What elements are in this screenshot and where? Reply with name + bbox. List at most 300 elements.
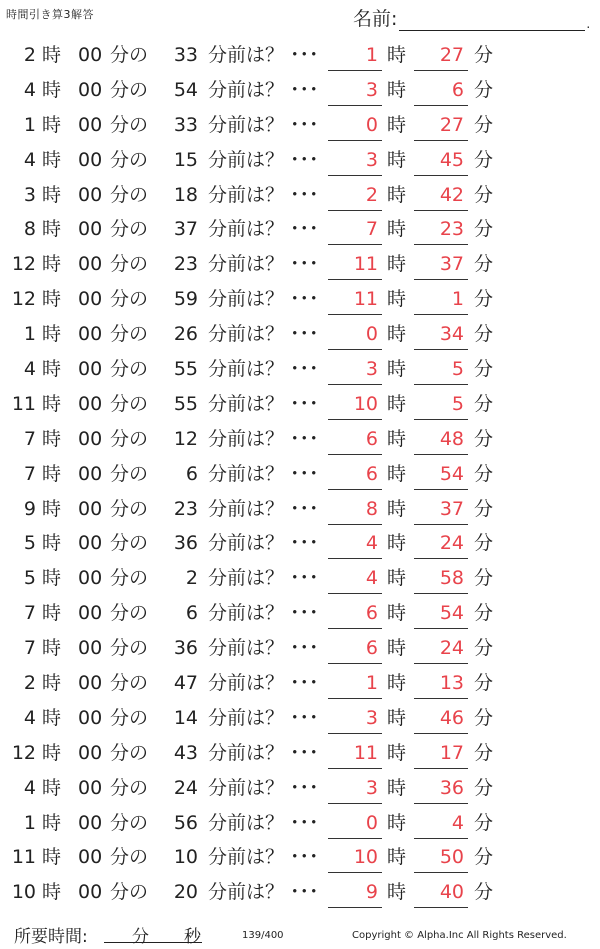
- start-hour: 2: [23, 44, 36, 66]
- no-particle: の: [129, 218, 149, 241]
- answer-hour-unit: 時: [387, 637, 407, 660]
- answer-hour-unit: 時: [387, 288, 407, 311]
- answer-minute-unit: 分: [474, 741, 494, 764]
- answer-hour: 3: [365, 358, 378, 381]
- hour-unit-label: 時: [42, 113, 62, 136]
- start-hour: 3: [23, 183, 36, 206]
- answer-minute-line: [414, 628, 468, 629]
- question-text: 分前は？ ･･･: [208, 846, 319, 869]
- subtract-minutes: 10: [173, 846, 198, 869]
- answer-minute-line: [414, 279, 468, 280]
- answer-hour: 1: [365, 44, 378, 66]
- hour-unit-label: 時: [42, 672, 62, 695]
- minute-no-label: [110, 392, 148, 416]
- start-hour: 11: [11, 846, 36, 869]
- answer-minute: 27: [439, 113, 464, 136]
- no-particle: の: [129, 672, 149, 695]
- answer-hour: 2: [365, 183, 378, 206]
- answer-hour-line: [328, 244, 382, 245]
- no-particle: の: [129, 392, 149, 415]
- answer-minute-line: [414, 733, 468, 734]
- answer-minute-line: [414, 698, 468, 699]
- answer-hour: 3: [365, 148, 378, 171]
- answer-hour-line: [328, 872, 382, 873]
- hour-unit-label: 時: [42, 288, 62, 311]
- problem-row: [0, 806, 600, 841]
- answer-hour-unit: 時: [387, 811, 407, 834]
- answer-minute-unit: 分: [474, 183, 494, 206]
- question-text: 分前は？ ･･･: [208, 183, 319, 206]
- answer-hour-unit: 時: [387, 253, 407, 276]
- answer-hour-unit: 時: [387, 497, 407, 520]
- answer-minute-line: [414, 663, 468, 664]
- answer-hour: 3: [365, 78, 378, 101]
- minute-no-label: [110, 776, 148, 800]
- hour-unit-label: 時: [42, 392, 62, 415]
- subtract-minutes: 33: [173, 44, 198, 66]
- answer-minute: 37: [439, 497, 464, 520]
- answer-minute: 45: [439, 148, 464, 171]
- question-text: 分前は？ ･･･: [208, 811, 319, 834]
- question-text: 分前は？ ･･･: [208, 288, 319, 311]
- subtract-minutes: 54: [173, 78, 198, 101]
- question-text: 分前は？ ･･･: [208, 323, 319, 346]
- start-minute: 00: [78, 288, 103, 311]
- no-particle: の: [129, 881, 149, 904]
- start-hour: 11: [11, 392, 36, 415]
- answer-hour-unit: 時: [387, 532, 407, 555]
- answer-hour-line: [328, 140, 382, 141]
- answer-hour-unit: 時: [387, 881, 407, 904]
- no-particle: の: [129, 811, 149, 834]
- question-text: 分前は？ ･･･: [208, 358, 319, 381]
- answer-hour-line: [328, 279, 382, 280]
- start-minute: 00: [78, 148, 103, 171]
- hour-unit-label: 時: [42, 218, 62, 241]
- answer-hour: 11: [353, 741, 378, 764]
- answer-hour-unit: 時: [387, 462, 407, 485]
- start-minute: 00: [78, 846, 103, 869]
- answer-minute-unit: 分: [474, 672, 494, 695]
- minute-no-label: [110, 217, 148, 241]
- minute-no-label: [110, 43, 148, 67]
- no-particle: の: [129, 427, 149, 450]
- answer-hour-line: [328, 105, 382, 106]
- question-text: 分前は？ ･･･: [208, 462, 319, 485]
- answer-minute: 48: [439, 427, 464, 450]
- problem-row: [0, 422, 600, 457]
- start-hour: 7: [23, 602, 36, 625]
- no-particle: の: [129, 706, 149, 729]
- answer-hour-line: [328, 698, 382, 699]
- hour-unit-label: 時: [42, 323, 62, 346]
- answer-hour: 0: [365, 113, 378, 136]
- minute-unit: 分: [110, 218, 130, 241]
- question-text: 分前は？ ･･･: [208, 602, 319, 625]
- question-text: 分前は？ ･･･: [208, 427, 319, 450]
- problem-row: [0, 178, 600, 213]
- no-particle: の: [129, 846, 149, 869]
- answer-minute-unit: 分: [474, 706, 494, 729]
- answer-minute: 6: [451, 78, 464, 101]
- minute-no-label: [110, 252, 148, 276]
- name-field: [353, 4, 590, 31]
- minute-unit: 分: [110, 567, 130, 590]
- start-minute: 00: [78, 427, 103, 450]
- minute-unit: 分: [110, 776, 130, 799]
- problem-row: [0, 492, 600, 527]
- start-hour: 4: [23, 776, 36, 799]
- hour-unit-label: 時: [42, 637, 62, 660]
- no-particle: の: [129, 637, 149, 660]
- answer-hour-line: [328, 454, 382, 455]
- answer-minute: 54: [439, 462, 464, 485]
- answer-minute-line: [414, 838, 468, 839]
- minute-unit: 分: [110, 183, 130, 206]
- minute-unit: 分: [110, 741, 130, 764]
- subtract-minutes: 12: [173, 427, 198, 450]
- answer-minute-line: [414, 384, 468, 385]
- minute-unit: 分: [110, 78, 130, 101]
- start-hour: 1: [23, 811, 36, 834]
- minute-unit: 分: [110, 44, 130, 66]
- answer-hour-unit: 時: [387, 113, 407, 136]
- problem-row: [0, 701, 600, 736]
- start-minute: 00: [78, 358, 103, 381]
- minute-no-label: [110, 880, 148, 904]
- answer-minute: 36: [439, 776, 464, 799]
- answer-minute: 13: [439, 672, 464, 695]
- answer-hour-unit: 時: [387, 427, 407, 450]
- question-text: 分前は？ ･･･: [208, 113, 319, 136]
- answer-minute: 24: [439, 532, 464, 555]
- answer-hour-unit: 時: [387, 358, 407, 381]
- question-text: 分前は？ ･･･: [208, 881, 319, 904]
- minute-unit: 分: [110, 148, 130, 171]
- answer-hour-line: [328, 349, 382, 350]
- problem-row: [0, 108, 600, 143]
- problem-row: [0, 526, 600, 561]
- answer-minute-line: [414, 105, 468, 106]
- minute-unit: 分: [110, 637, 130, 660]
- problem-row: [0, 631, 600, 666]
- subtract-minutes: 15: [173, 148, 198, 171]
- hour-unit-label: 時: [42, 741, 62, 764]
- start-minute: 00: [78, 78, 103, 101]
- question-text: 分前は？ ･･･: [208, 218, 319, 241]
- problem-row: [0, 561, 600, 596]
- minute-no-label: [110, 636, 148, 660]
- name-blank-line[interactable]: [399, 10, 585, 31]
- minute-unit: 分: [110, 602, 130, 625]
- time-required-label: 所要時間:: [14, 927, 88, 947]
- problem-row: [0, 247, 600, 282]
- answer-minute-unit: 分: [474, 392, 494, 415]
- answer-minute-unit: 分: [474, 462, 494, 485]
- no-particle: の: [129, 183, 149, 206]
- start-hour: 12: [11, 741, 36, 764]
- minute-unit: 分: [110, 532, 130, 555]
- minute-unit: 分: [110, 672, 130, 695]
- hour-unit-label: 時: [42, 462, 62, 485]
- answer-minute: 54: [439, 602, 464, 625]
- start-hour: 4: [23, 358, 36, 381]
- answer-minute: 50: [439, 846, 464, 869]
- hour-unit-label: 時: [42, 427, 62, 450]
- answer-hour: 3: [365, 706, 378, 729]
- minute-no-label: [110, 706, 148, 730]
- answer-minute-line: [414, 314, 468, 315]
- question-text: 分前は？ ･･･: [208, 706, 319, 729]
- answer-hour: 6: [365, 462, 378, 485]
- answer-hour-line: [328, 628, 382, 629]
- minute-no-label: [110, 531, 148, 555]
- hour-unit-label: 時: [42, 706, 62, 729]
- answer-minute-line: [414, 489, 468, 490]
- minute-unit: 分: [110, 323, 130, 346]
- answer-minute-line: [414, 244, 468, 245]
- answer-minute-unit: 分: [474, 288, 494, 311]
- no-particle: の: [129, 148, 149, 171]
- answer-hour-line: [328, 803, 382, 804]
- minute-no-label: [110, 566, 148, 590]
- subtract-minutes: 37: [173, 218, 198, 241]
- subtract-minutes: 18: [173, 183, 198, 206]
- answer-minute: 27: [439, 44, 464, 66]
- no-particle: の: [129, 288, 149, 311]
- minute-no-label: [110, 148, 148, 172]
- question-text: 分前は？ ･･･: [208, 741, 319, 764]
- no-particle: の: [129, 532, 149, 555]
- answer-hour-line: [328, 175, 382, 176]
- minute-unit: 分: [110, 113, 130, 136]
- subtract-minutes: 26: [173, 323, 198, 346]
- answer-hour-unit: 時: [387, 78, 407, 101]
- start-minute: 00: [78, 462, 103, 485]
- subtract-minutes: 36: [173, 637, 198, 660]
- start-minute: 00: [78, 183, 103, 206]
- minute-no-label: [110, 357, 148, 381]
- minute-unit: 分: [110, 427, 130, 450]
- start-minute: 00: [78, 323, 103, 346]
- minute-no-label: [110, 811, 148, 835]
- start-hour: 7: [23, 462, 36, 485]
- start-hour: 12: [11, 253, 36, 276]
- start-hour: 1: [23, 323, 36, 346]
- minute-no-label: [110, 741, 148, 765]
- problem-row: [0, 73, 600, 108]
- answer-hour: 6: [365, 637, 378, 660]
- answer-hour: 0: [365, 323, 378, 346]
- start-hour: 12: [11, 288, 36, 311]
- copyright-text: Copyright © Alpha.Inc All Rights Reserved.: [352, 930, 567, 941]
- start-hour: 4: [23, 148, 36, 171]
- answer-minute-unit: 分: [474, 811, 494, 834]
- answer-hour-line: [328, 838, 382, 839]
- answer-hour-line: [328, 558, 382, 559]
- question-text: 分前は？ ･･･: [208, 78, 319, 101]
- answer-minute-unit: 分: [474, 358, 494, 381]
- answer-minute: 1: [451, 288, 464, 311]
- hour-unit-label: 時: [42, 44, 62, 66]
- subtract-minutes: 6: [185, 462, 198, 485]
- hour-unit-label: 時: [42, 148, 62, 171]
- no-particle: の: [129, 462, 149, 485]
- minute-no-label: [110, 287, 148, 311]
- start-minute: 00: [78, 497, 103, 520]
- minute-unit: 分: [110, 288, 130, 311]
- minute-unit: 分: [110, 392, 130, 415]
- problem-row: [0, 840, 600, 875]
- no-particle: の: [129, 497, 149, 520]
- subtract-minutes: 2: [185, 567, 198, 590]
- start-minute: 00: [78, 113, 103, 136]
- hour-unit-label: 時: [42, 811, 62, 834]
- start-minute: 00: [78, 776, 103, 799]
- minute-unit: 分: [110, 706, 130, 729]
- answer-hour: 6: [365, 427, 378, 450]
- start-minute: 00: [78, 532, 103, 555]
- answer-hour: 11: [353, 288, 378, 311]
- hour-unit-label: 時: [42, 532, 62, 555]
- start-hour: 4: [23, 706, 36, 729]
- answer-hour-unit: 時: [387, 846, 407, 869]
- problem-row: [0, 282, 600, 317]
- answer-hour-unit: 時: [387, 776, 407, 799]
- answer-hour-line: [328, 907, 382, 908]
- answer-minute-line: [414, 803, 468, 804]
- answer-minute-unit: 分: [474, 427, 494, 450]
- answer-minute-unit: 分: [474, 148, 494, 171]
- answer-minute: 58: [439, 567, 464, 590]
- subtract-minutes: 23: [173, 253, 198, 276]
- minute-unit: 分: [110, 462, 130, 485]
- problem-list: [0, 38, 600, 910]
- minute-no-label: [110, 462, 148, 486]
- answer-minute-unit: 分: [474, 637, 494, 660]
- question-text: 分前は？ ･･･: [208, 672, 319, 695]
- answer-hour: 0: [365, 811, 378, 834]
- subtract-minutes: 36: [173, 532, 198, 555]
- minute-unit: 分: [110, 846, 130, 869]
- subtract-minutes: 47: [173, 672, 198, 695]
- minute-unit: 分: [110, 358, 130, 381]
- answer-minute: 37: [439, 253, 464, 276]
- minute-no-label: [110, 845, 148, 869]
- no-particle: の: [129, 78, 149, 101]
- answer-hour-unit: 時: [387, 323, 407, 346]
- subtract-minutes: 55: [173, 392, 198, 415]
- answer-minute-line: [414, 210, 468, 211]
- hour-unit-label: 時: [42, 567, 62, 590]
- answer-hour-line: [328, 733, 382, 734]
- start-minute: 00: [78, 602, 103, 625]
- answer-minute: 5: [451, 358, 464, 381]
- problem-row: [0, 38, 600, 73]
- start-minute: 00: [78, 253, 103, 276]
- start-minute: 00: [78, 672, 103, 695]
- minute-no-label: [110, 78, 148, 102]
- minute-no-label: [110, 113, 148, 137]
- answer-hour: 6: [365, 602, 378, 625]
- answer-hour-line: [328, 593, 382, 594]
- problem-row: [0, 212, 600, 247]
- problem-row: [0, 352, 600, 387]
- answer-hour: 11: [353, 253, 378, 276]
- subtract-minutes: 55: [173, 358, 198, 381]
- no-particle: の: [129, 567, 149, 590]
- problem-row: [0, 387, 600, 422]
- minute-unit: 分: [110, 881, 130, 904]
- answer-minute-line: [414, 768, 468, 769]
- answer-minute-line: [414, 524, 468, 525]
- subtract-minutes: 14: [173, 706, 198, 729]
- answer-minute: 5: [451, 392, 464, 415]
- question-text: 分前は？ ･･･: [208, 776, 319, 799]
- answer-hour-line: [328, 524, 382, 525]
- answer-hour: 10: [353, 392, 378, 415]
- problem-row: [0, 143, 600, 178]
- answer-minute-unit: 分: [474, 881, 494, 904]
- answer-hour: 4: [365, 567, 378, 590]
- answer-minute-line: [414, 558, 468, 559]
- answer-hour: 4: [365, 532, 378, 555]
- answer-hour: 10: [353, 846, 378, 869]
- answer-minute-line: [414, 907, 468, 908]
- minute-unit: 分: [110, 497, 130, 520]
- question-text: 分前は？ ･･･: [208, 392, 319, 415]
- problem-row: [0, 875, 600, 910]
- hour-unit-label: 時: [42, 881, 62, 904]
- start-minute: 00: [78, 567, 103, 590]
- hour-unit-label: 時: [42, 846, 62, 869]
- answer-minute-unit: 分: [474, 218, 494, 241]
- answer-minute: 42: [439, 183, 464, 206]
- question-text: 分前は？ ･･･: [208, 148, 319, 171]
- hour-unit-label: 時: [42, 358, 62, 381]
- start-minute: 00: [78, 881, 103, 904]
- no-particle: の: [129, 253, 149, 276]
- answer-minute-line: [414, 419, 468, 420]
- answer-hour: 3: [365, 776, 378, 799]
- answer-minute-unit: 分: [474, 532, 494, 555]
- subtract-minutes: 43: [173, 741, 198, 764]
- answer-minute-unit: 分: [474, 776, 494, 799]
- answer-hour-line: [328, 768, 382, 769]
- start-hour: 2: [23, 672, 36, 695]
- no-particle: の: [129, 741, 149, 764]
- answer-minute-line: [414, 454, 468, 455]
- start-minute: 00: [78, 811, 103, 834]
- subtract-minutes: 59: [173, 288, 198, 311]
- hour-unit-label: 時: [42, 253, 62, 276]
- answer-minute: 46: [439, 706, 464, 729]
- no-particle: の: [129, 602, 149, 625]
- answer-hour-unit: 時: [387, 602, 407, 625]
- minute-no-label: [110, 322, 148, 346]
- problem-row: [0, 771, 600, 806]
- no-particle: の: [129, 113, 149, 136]
- question-text: 分前は？ ･･･: [208, 253, 319, 276]
- answer-hour-line: [328, 384, 382, 385]
- answer-hour: 1: [365, 672, 378, 695]
- answer-minute: 40: [439, 881, 464, 904]
- hour-unit-label: 時: [42, 497, 62, 520]
- answer-minute-unit: 分: [474, 602, 494, 625]
- answer-minute-line: [414, 349, 468, 350]
- name-label: 名前:: [353, 8, 398, 30]
- answer-minute-unit: 分: [474, 497, 494, 520]
